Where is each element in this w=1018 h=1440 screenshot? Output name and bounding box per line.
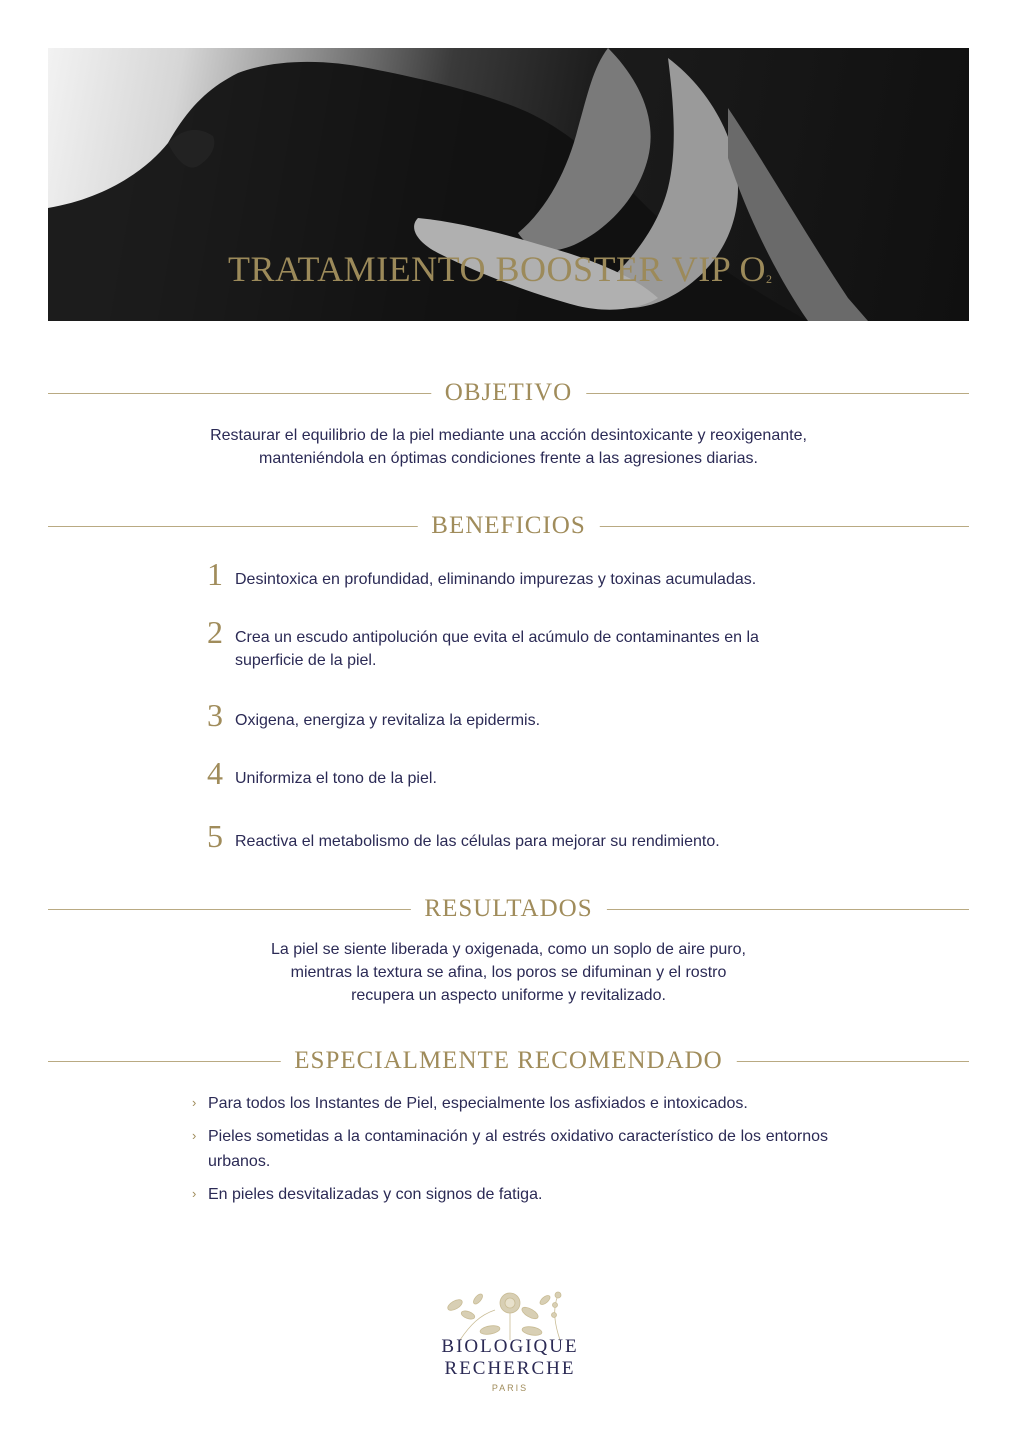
benefit-number: 2 (207, 614, 223, 650)
brand-city: PARIS (491, 1383, 529, 1393)
section-heading-resultados (48, 894, 969, 924)
benefit-text: Desintoxica en profundidad, eliminando impurezas y toxinas acumuladas. (235, 571, 757, 588)
resultados-line: recupera un aspecto uniforme y revitalizado. (351, 987, 666, 1004)
benefit-number: 3 (207, 697, 223, 733)
brand-name-line2: RECHERCHE (444, 1358, 576, 1379)
benefit-number: 5 (207, 818, 223, 854)
brand-name-line1: BIOLOGIQUE (441, 1336, 579, 1357)
section-heading-beneficios (48, 511, 969, 541)
section-heading-recomendado (48, 1046, 969, 1076)
resultados-line: mientras la textura se afina, los poros se difuminan y el rostro (290, 964, 727, 981)
section-heading-objetivo (48, 378, 969, 408)
chevron-right-icon: › (192, 1128, 197, 1143)
section-title: ESPECIALMENTE RECOMENDADO (280, 1046, 736, 1076)
benefit-text: Oxigena, energiza y revitaliza la epidermis. (235, 712, 541, 729)
resultados-text (48, 938, 969, 1007)
recommendation-text: Pieles sometidas a la contaminación y al estrés oxidativo característico de los entornos urbanos. (208, 1128, 828, 1170)
brand-logo (420, 1285, 600, 1393)
hero-banner (48, 48, 969, 321)
hero-title: TRATAMIENTO BOOSTER VIP $O_2$ (228, 249, 773, 289)
objetivo-text (48, 424, 969, 470)
objetivo-line: Restaurar el equilibrio de la piel mediante una acción desintoxicante y reoxigenante, (210, 427, 807, 444)
benefit-text: Crea un escudo antipolución que evita el acúmulo de contaminantes en la superficie de la piel. (235, 629, 759, 669)
recommendation-text: Para todos los Instantes de Piel, especialmente los asfixiados e intoxicados. (208, 1095, 748, 1112)
benefit-text: Reactiva el metabolismo de las células para mejorar su rendimiento. (235, 833, 720, 850)
benefit-number: 1 (207, 556, 223, 592)
chevron-right-icon: › (192, 1095, 197, 1110)
recommendation-text: En pieles desvitalizadas y con signos de fatiga. (208, 1186, 543, 1203)
benefit-text: Uniformiza el tono de la piel. (235, 770, 437, 787)
section-title: BENEFICIOS (417, 511, 599, 541)
section-title: RESULTADOS (410, 894, 606, 924)
resultados-line: La piel se siente liberada y oxigenada, como un soplo de aire puro, (271, 941, 746, 958)
objetivo-line: manteniéndola en óptimas condiciones frente a las agresiones diarias. (259, 450, 758, 467)
chevron-right-icon: › (192, 1186, 197, 1201)
section-title: OBJETIVO (431, 378, 586, 408)
benefit-number: 4 (207, 755, 223, 791)
